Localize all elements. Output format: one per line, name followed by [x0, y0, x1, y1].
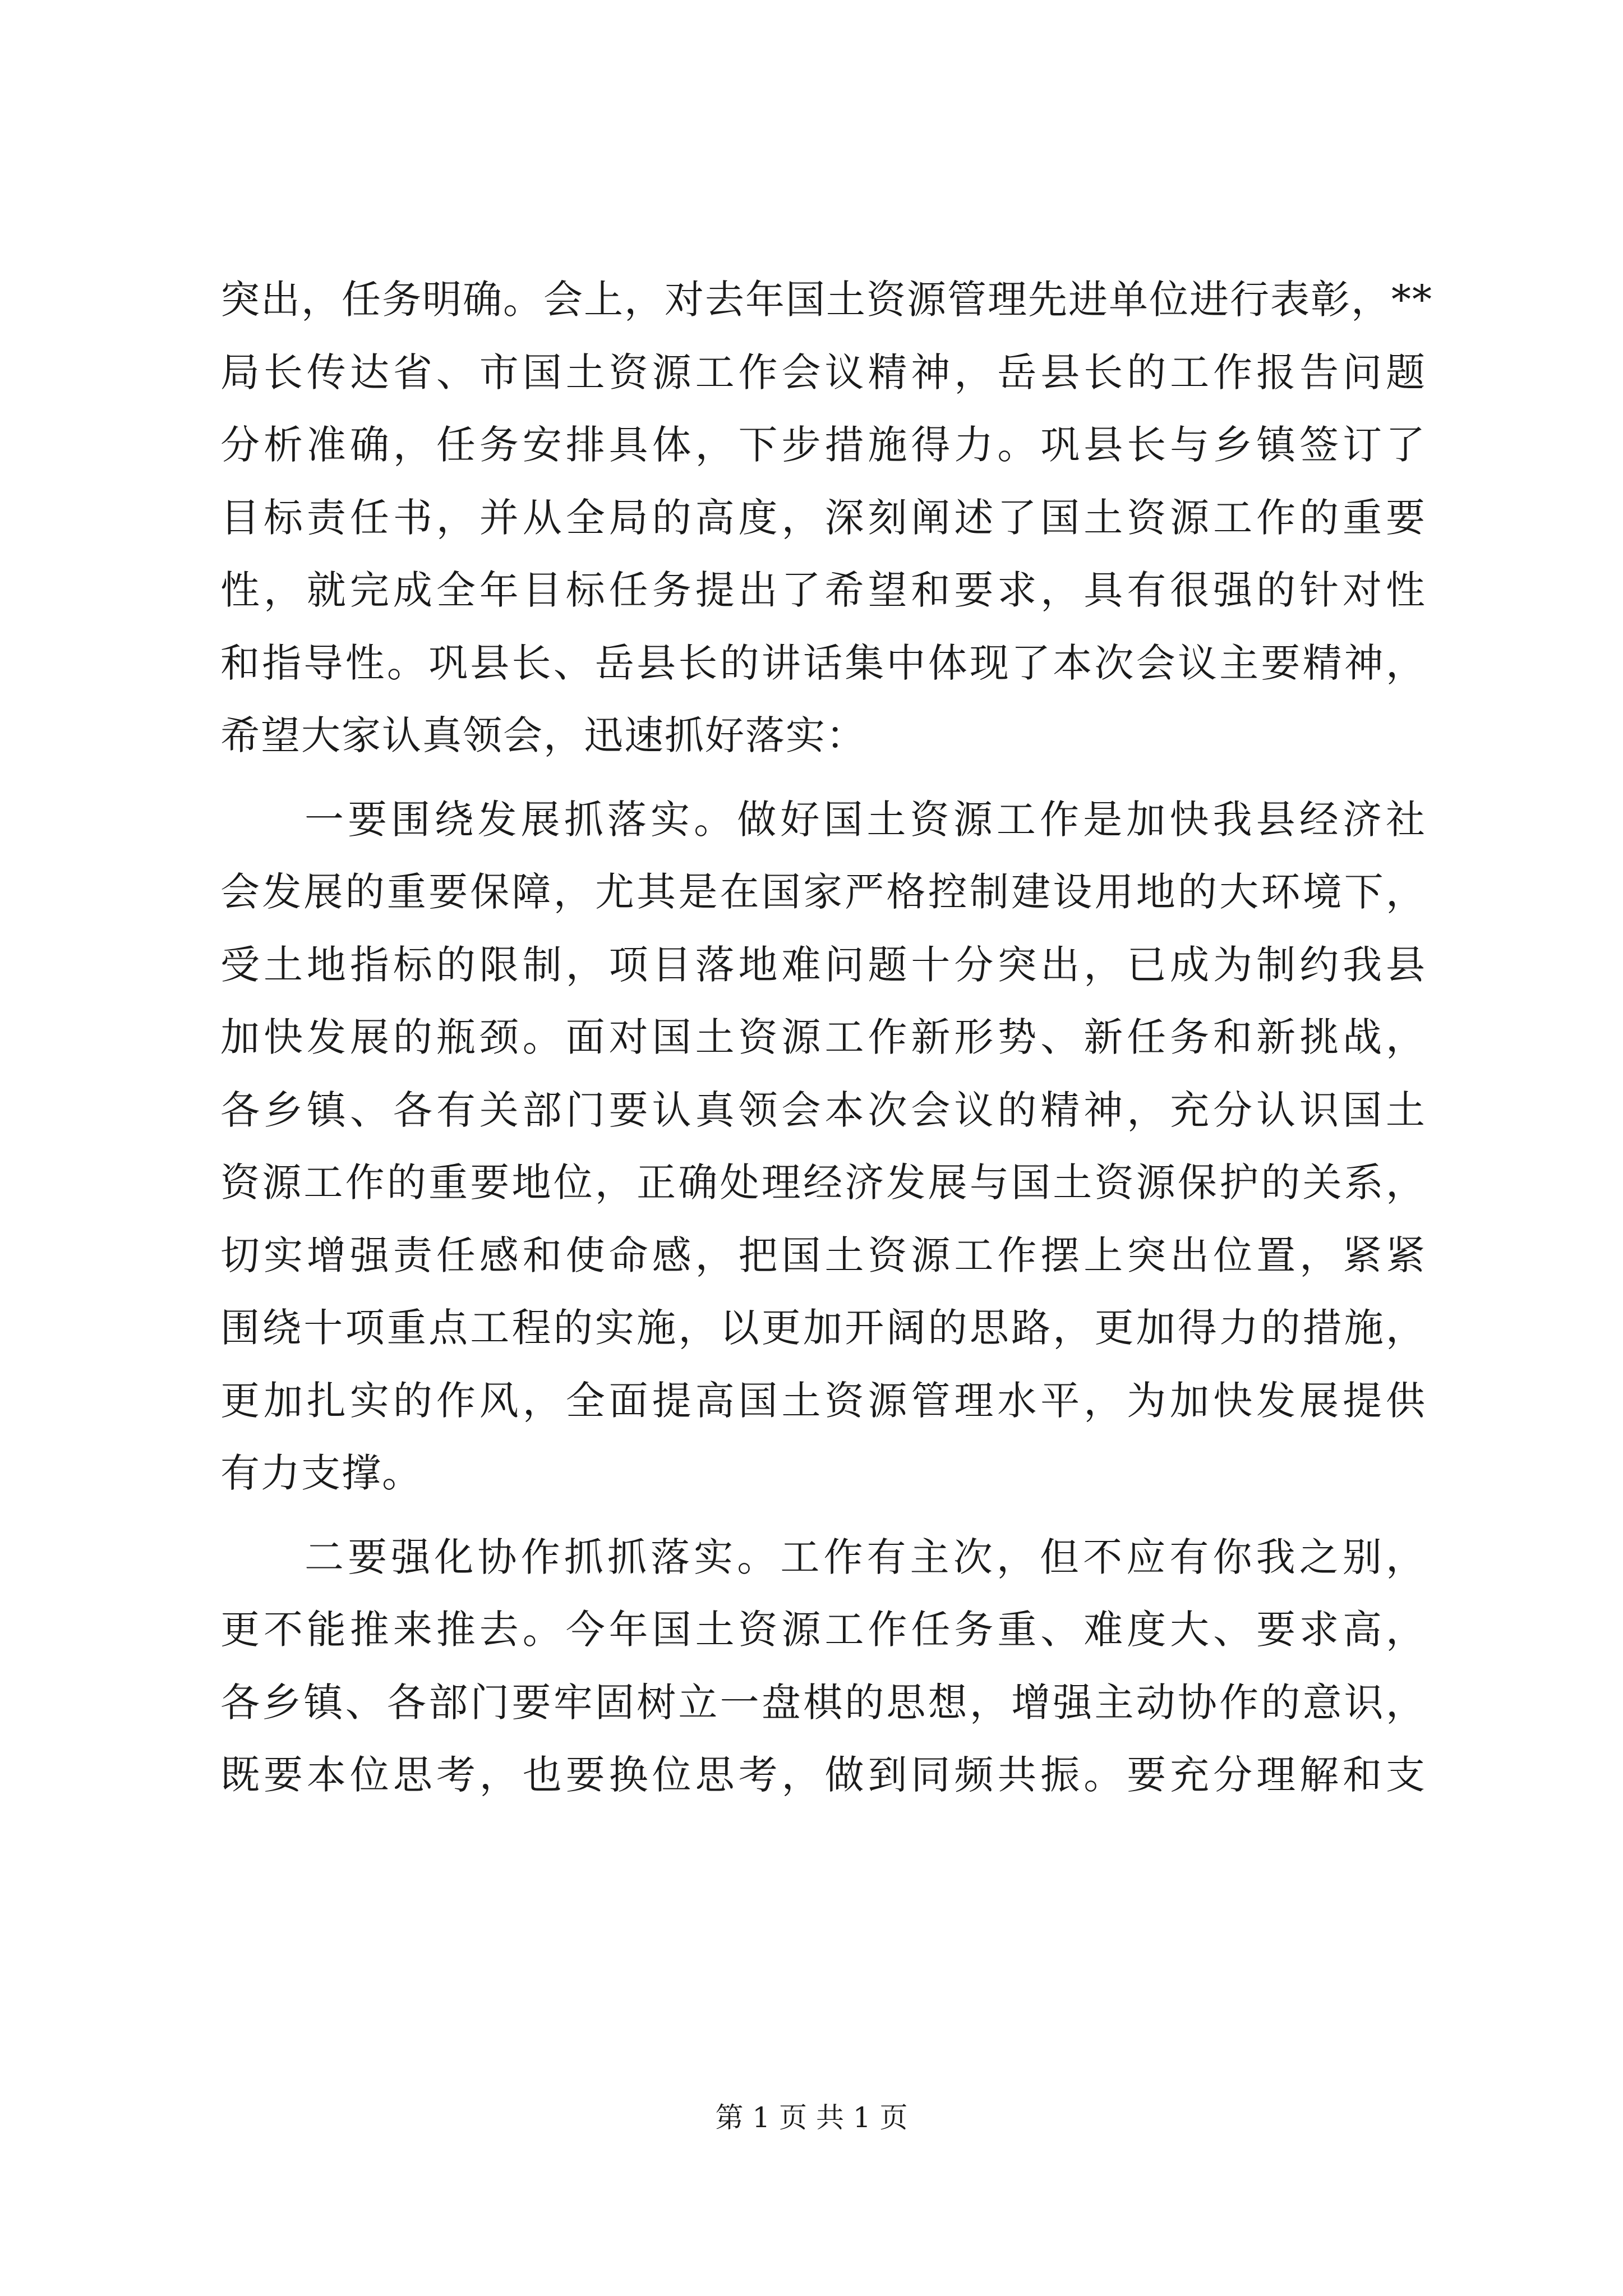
- text-line: 既要本位思考，也要换位思考，做到同频共振。要充分理解和支: [220, 1752, 1426, 1798]
- text-line: 有力支撑。: [220, 1450, 422, 1496]
- text-line: 和指导性。巩县长、岳县长的讲话集中体现了本次会议主要精神，: [220, 639, 1426, 686]
- text-line: 更加扎实的作风，全面提高国土资源管理水平，为加快发展提供: [220, 1377, 1426, 1424]
- text-line: 各乡镇、各部门要牢固树立一盘棋的思想，增强主动协作的意识，: [220, 1679, 1426, 1726]
- page-footer: [0, 2098, 1623, 2137]
- text-line: 性，就完成全年目标任务提出了希望和要求，具有很强的针对性: [220, 567, 1426, 613]
- text-line: 目标责任书，并从全局的高度，深刻阐述了国土资源工作的重要: [220, 494, 1426, 541]
- paragraph-gap: [220, 1510, 1426, 1521]
- text-line: 希望大家认真领会，迅速抓好落实：: [220, 712, 866, 758]
- text-line: 局长传达省、市国土资源工作会议精神，岳县长的工作报告问题: [220, 349, 1426, 395]
- text-line: 一要围绕发展抓落实。做好国土资源工作是加快我县经济社: [305, 796, 1426, 843]
- text-line: 资源工作的重要地位，正确处理经济发展与国土资源保护的关系，: [220, 1159, 1426, 1205]
- text-line: 围绕十项重点工程的实施，以更加开阔的思路，更加得力的措施，: [220, 1305, 1426, 1351]
- text-line: 更不能推来推去。今年国土资源工作任务重、难度大、要求高，: [220, 1607, 1426, 1653]
- text-line: 切实增强责任感和使命感，把国土资源工作摆上突出位置，紧紧: [220, 1232, 1426, 1278]
- text-line: 突出，任务明确。会上，对去年国土资源管理先进单位进行表彰，**: [220, 277, 1433, 323]
- paragraph-gap: [220, 772, 1426, 784]
- paragraph: [220, 784, 1426, 1510]
- text-line: 加快发展的瓶颈。面对国土资源工作新形势、新任务和新挑战，: [220, 1014, 1426, 1060]
- paragraph: [220, 1521, 1426, 1812]
- paragraph: [220, 264, 1433, 772]
- document-body: [220, 264, 1433, 1812]
- text-line: 二要强化协作抓抓落实。工作有主次，但不应有你我之别，: [305, 1534, 1426, 1580]
- text-line: 会发展的重要保障，尤其是在国家严格控制建设用地的大环境下，: [220, 869, 1426, 915]
- text-line: 各乡镇、各有关部门要认真领会本次会议的精神，充分认识国土: [220, 1087, 1426, 1133]
- page-number-label: 第 1 页 共 1 页: [715, 2101, 908, 2134]
- text-line: 分析准确，任务安排具体，下步措施得力。巩县长与乡镇签订了: [220, 422, 1426, 468]
- text-line: 受土地指标的限制，项目落地难问题十分突出，已成为制约我县: [220, 941, 1426, 988]
